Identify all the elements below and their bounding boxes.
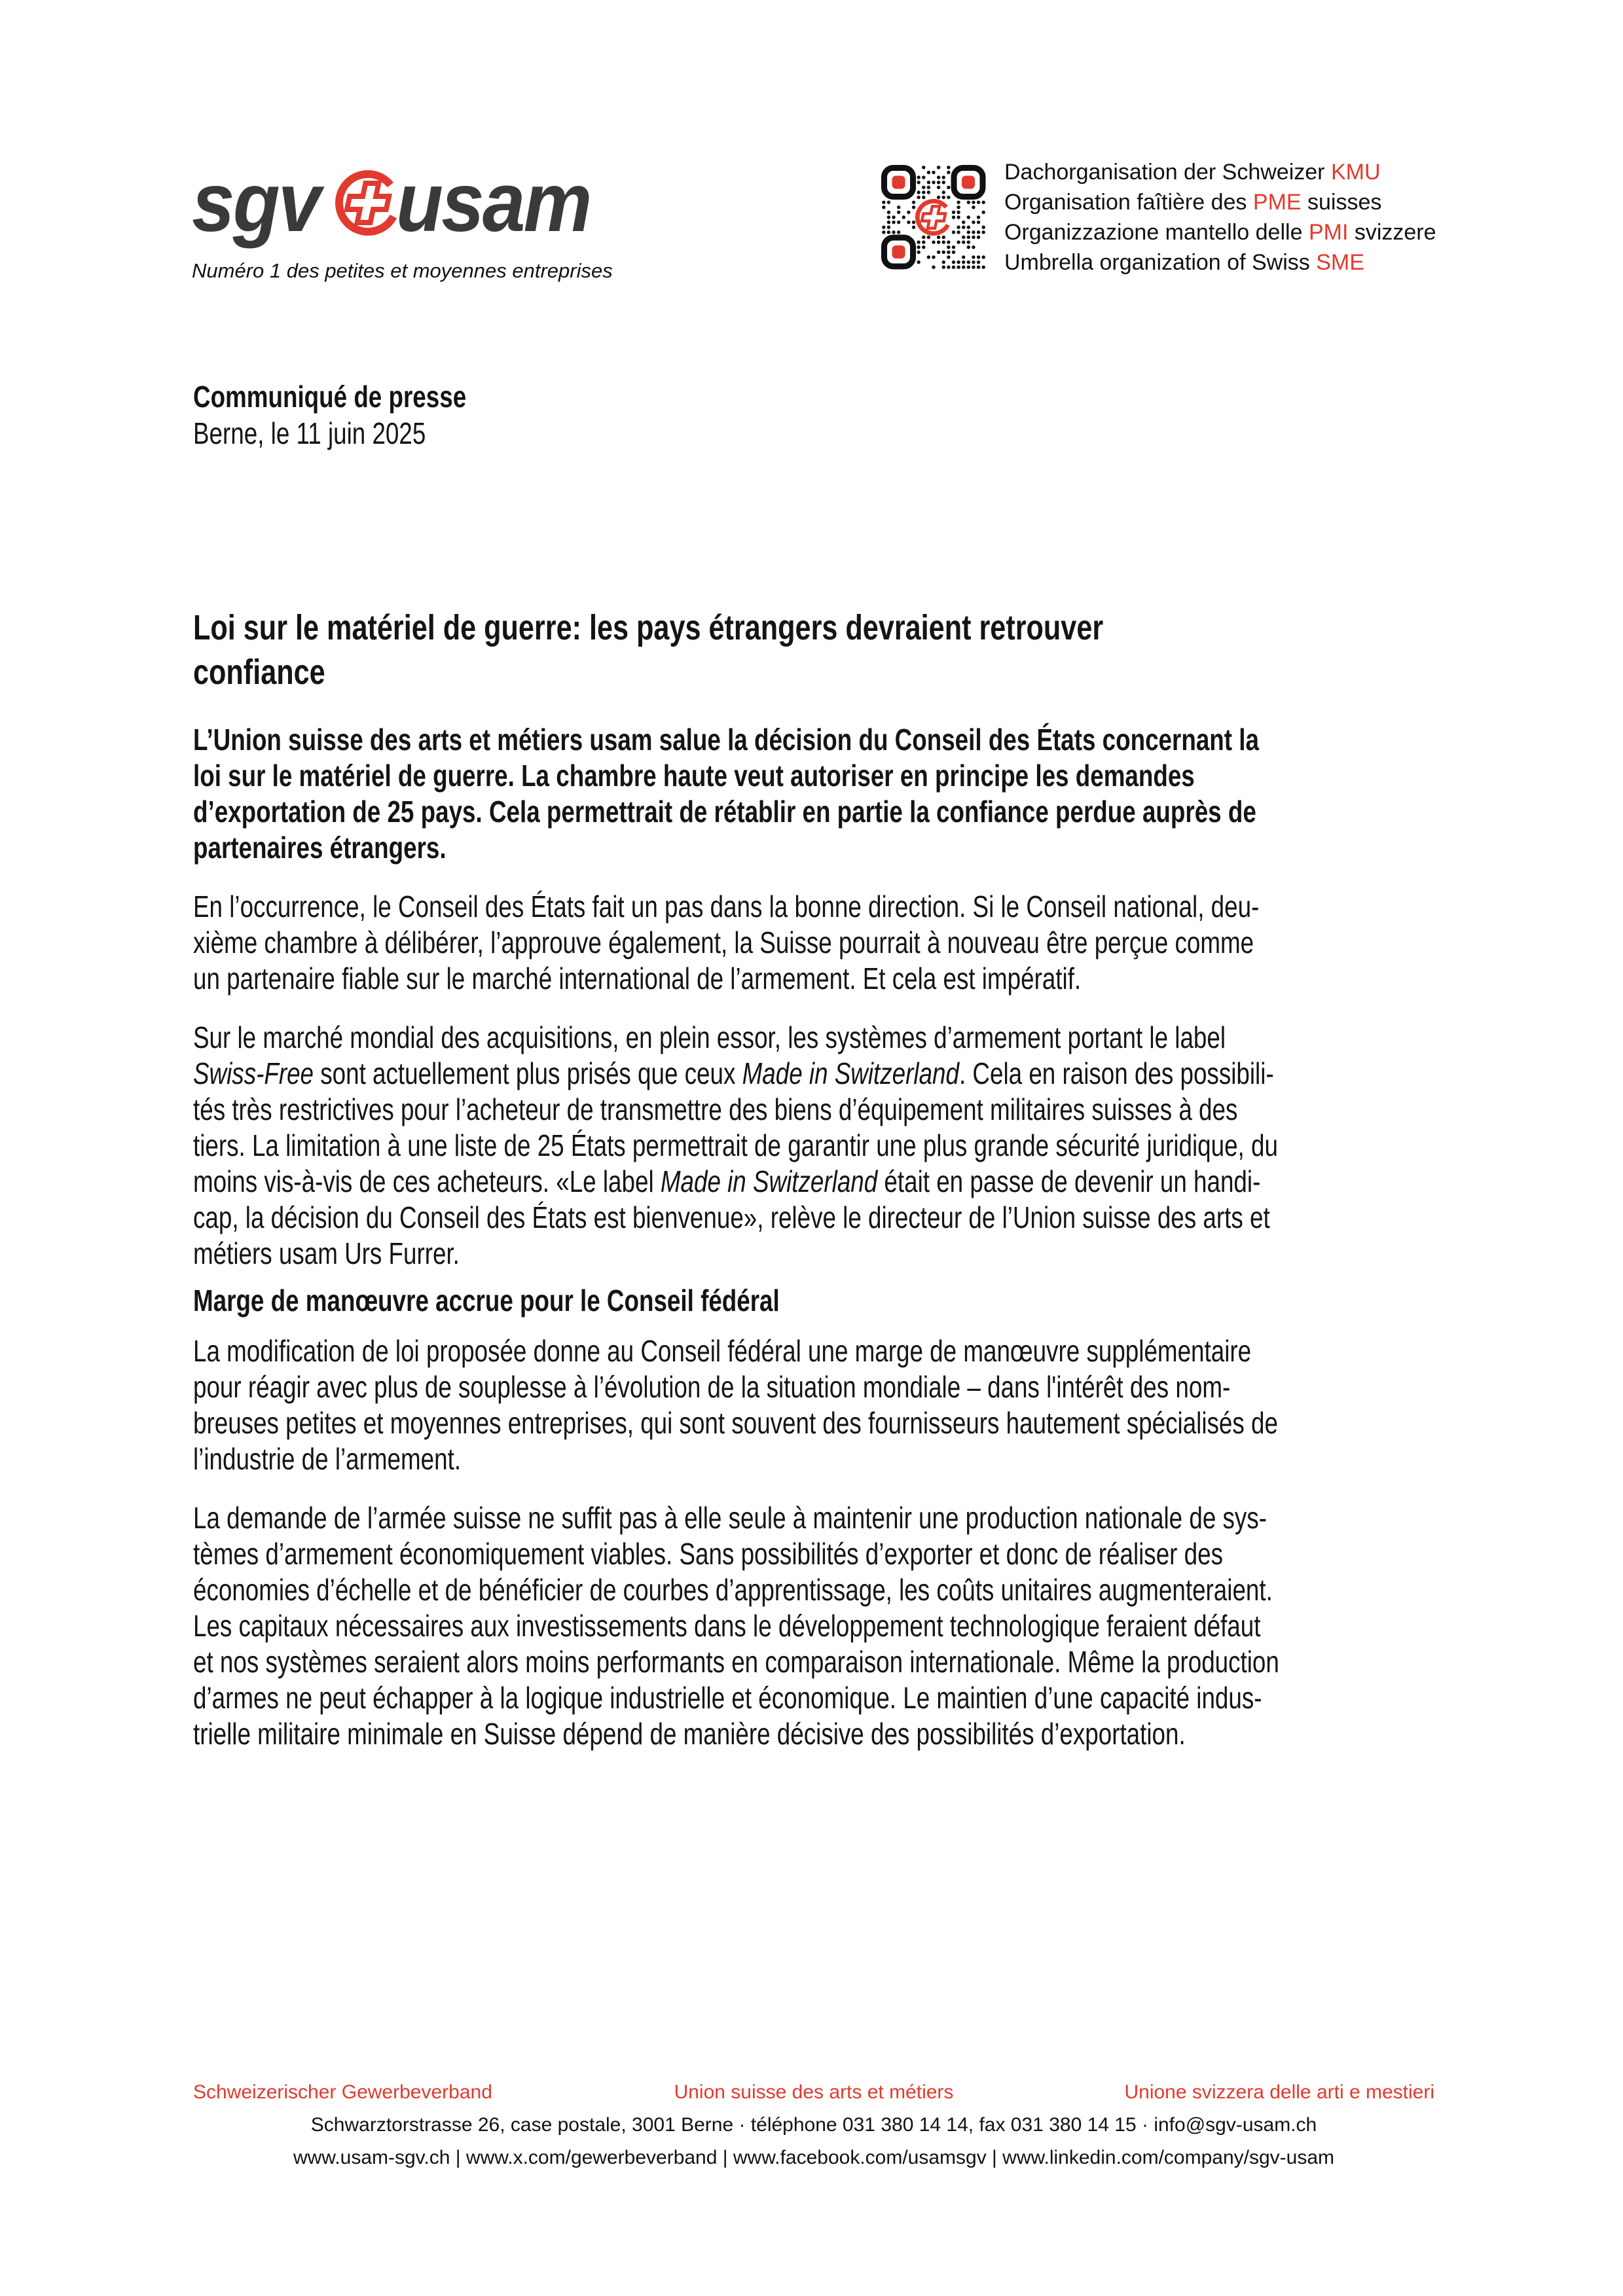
- footer-orgs: [193, 2076, 1434, 2109]
- dateline-block: [193, 378, 1434, 452]
- qr-code-icon: [881, 165, 986, 270]
- dateline: Berne, le 11 juin 2025: [193, 416, 426, 450]
- logo-sgv-text: sgv: [192, 156, 319, 249]
- footer-org-fr: Union suisse des arts et métiers: [674, 2081, 954, 2103]
- footer-org-de: Schweizerischer Gewerbeverband: [193, 2081, 492, 2103]
- document-type: Communiqué de presse: [193, 380, 467, 414]
- swiss-cross-at-icon: [329, 164, 407, 245]
- footer-org-it: Unione svizzera delle arti e mestieri: [1124, 2081, 1434, 2103]
- qr-caption: Dachorganisation der Schweizer KMU Organisation faîtière des PME suisses Organizzazione mantello delle PMI svizzere Umbrella organization of Swiss SME: [1004, 160, 1436, 275]
- body-paragraph-4: La demande de l’armée suisse ne suffit pas à elle seule à maintenir une production nationale de sys- tèmes d’armement économiquement viables. Sans possibilités d’exporter et donc de réaliser des économies d’échelle et de bénéficier de courbes d’apprentissage, les coûts unitaires augmenteraient. Les capitaux nécessaires aux investissements dans le développement technologique feraient défaut et nos systèmes seraient alors moins performants en comparaison internationale. Même la production d’armes ne peut échapper à la logique industrielle et économique. Le maintien d’une capacité indus- trielle militaire minimale en Suisse dépend de manière décisive des possibilités d’exportation.: [193, 1501, 1279, 1751]
- article: [193, 605, 1434, 1775]
- footer: [193, 2076, 1434, 2174]
- body-paragraph-1: En l’occurrence, le Conseil des États fait un pas dans la bonne direction. Si le Conseil national, deu- xième chambre à délibérer, l’approuve également, la Suisse pourrait à nouveau être perçue comme un partenaire fiable sur le marché international de l’armement. Et cela est impératif.: [193, 889, 1260, 996]
- header-right: [881, 157, 1436, 278]
- body-paragraph-3: La modification de loi proposée donne au Conseil fédéral une marge de manœuvre supplémentaire pour réagir avec plus de souplesse à l’évolution de la situation mondiale – dans l'intérêt des nom- breuses petites et moyennes entreprises, qui sont souvent des fournisseurs hautement spécialisés de l’industrie de l’armement.: [193, 1334, 1278, 1476]
- logo-tagline: Numéro 1 des petites et moyennes entreprises: [192, 259, 613, 282]
- article-title: Loi sur le matériel de guerre: les pays étrangers devraient retrouver confiance: [193, 608, 1104, 692]
- footer-links: www.usam-sgv.ch | www.x.com/gewerbeverband | www.facebook.com/usamsgv | www.linkedin.com/company/sgv-usam: [293, 2147, 1335, 2168]
- section-subheading: Marge de manœuvre accrue pour le Conseil fédéral: [193, 1283, 780, 1318]
- logo-usam-text: usam: [395, 156, 591, 249]
- body-paragraph-2: Sur le marché mondial des acquisitions, en plein essor, les systèmes d’armement portant le label Swiss-Free sont actuellement plus prisés que ceux Made in Switzerland. Cela en raison des possibili- tés très restrictives pour l’acheteur de transmettre des biens d’équipement militaires suisses à des tiers. La limitation à une liste de 25 États permettrait de garantir une plus grande sécurité juridique, du moins vis-à-vis de ces acheteurs. «Le label Made in Switzerland était en passe de devenir un handi- cap, la décision du Conseil des États est bienvenue», relève le directeur de l’Union suisse des arts et métiers usam Urs Furrer.: [193, 1020, 1278, 1270]
- brand-logo: [192, 156, 613, 283]
- footer-address: Schwarztorstrasse 26, case postale, 3001 Berne · téléphone 031 380 14 14, fax 031 380 14 15 · info@sgv-usam.ch: [310, 2114, 1317, 2136]
- lead-paragraph: L’Union suisse des arts et métiers usam salue la décision du Conseil des États concernant la loi sur le matériel de guerre. La chambre haute veut autoriser en principe les demandes d’exportation de 25 pays. Cela permettrait de rétablir en partie la confiance perdue auprès de partenaires étrangers.: [193, 723, 1259, 865]
